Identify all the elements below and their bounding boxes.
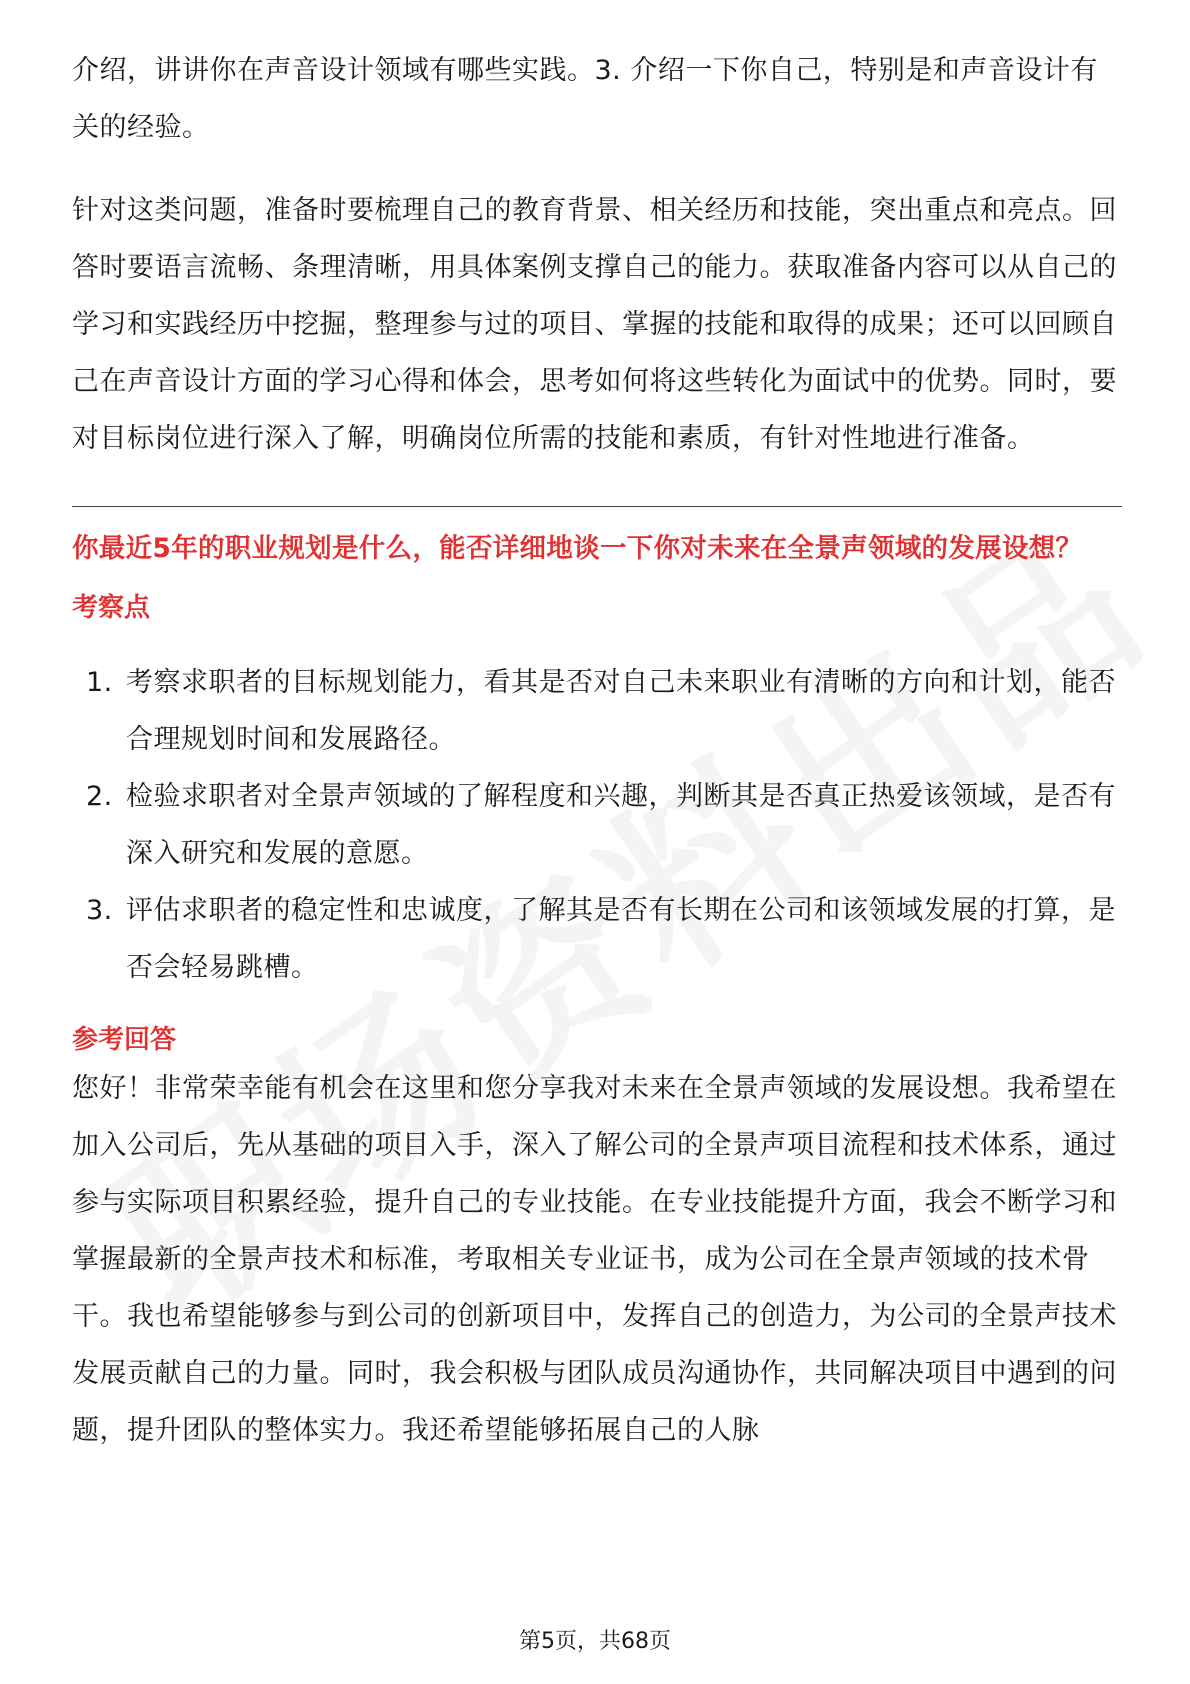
intro-paragraph-2: 针对这类问题，准备时要梳理自己的教育背景、相关经历和技能，突出重点和亮点。回答时要语言流畅、条理清晰，用具体案例支撑自己的能力。获取准备内容可以从自己的学习和实践经历中挖掘，整理参与过的项目、掌握的技能和取得的成果；还可以回顾自己在声音设计方面的学习心得和体会，思考如何将这些转化为面试中的优势。同时，要对目标岗位进行深入了解，明确岗位所需的技能和素质，有针对性地进行准备。 [72, 195, 1117, 454]
points-list [72, 654, 1122, 996]
section-divider [72, 506, 1122, 507]
document-page [72, 42, 1122, 1459]
answer-heading: 参考回答 [72, 1025, 177, 1055]
points-heading: 考察点 [72, 593, 151, 623]
list-item [72, 768, 1122, 882]
intro-paragraph-1: 介绍，讲讲你在声音设计领域有哪些实践。3. 介绍一下你自己，特别是和声音设计有关的经验。 [72, 55, 1098, 143]
list-item-text: 检验求职者对全景声领域的了解程度和兴趣，判断其是否真正热爱该领域，是否有深入研究和发展的意愿。 [126, 781, 1116, 869]
list-item-text: 考察求职者的目标规划能力，看其是否对自己未来职业有清晰的方向和计划，能否合理规划时间和发展路径。 [126, 667, 1116, 755]
list-item-number: 2. [86, 781, 113, 812]
list-item-text: 评估求职者的稳定性和忠诚度，了解其是否有长期在公司和该领域发展的打算，是否会轻易跳槽。 [126, 895, 1116, 983]
list-item-number: 3. [86, 895, 113, 926]
answer-paragraph: 您好！非常荣幸能有机会在这里和您分享我对未来在全景声领域的发展设想。我希望在加入公司后，先从基础的项目入手，深入了解公司的全景声项目流程和技术体系，通过参与实际项目积累经验，提升自己的专业技能。在专业技能提升方面，我会不断学习和掌握最新的全景声技术和标准，考取相关专业证书，成为公司在全景声领域的技术骨干。我也希望能够参与到公司的创新项目中，发挥自己的创造力，为公司的全景声技术发展贡献自己的力量。同时，我会积极与团队成员沟通协作，共同解决项目中遇到的问题，提升团队的整体实力。我还希望能够拓展自己的人脉 [72, 1073, 1117, 1446]
list-item [72, 882, 1122, 996]
page-footer: 第5页，共68页 [519, 1629, 671, 1654]
list-item [72, 654, 1122, 768]
list-item-number: 1. [86, 667, 113, 698]
question-heading: 你最近5年的职业规划是什么，能否详细地谈一下你对未来在全景声领域的发展设想？ [72, 533, 1083, 564]
